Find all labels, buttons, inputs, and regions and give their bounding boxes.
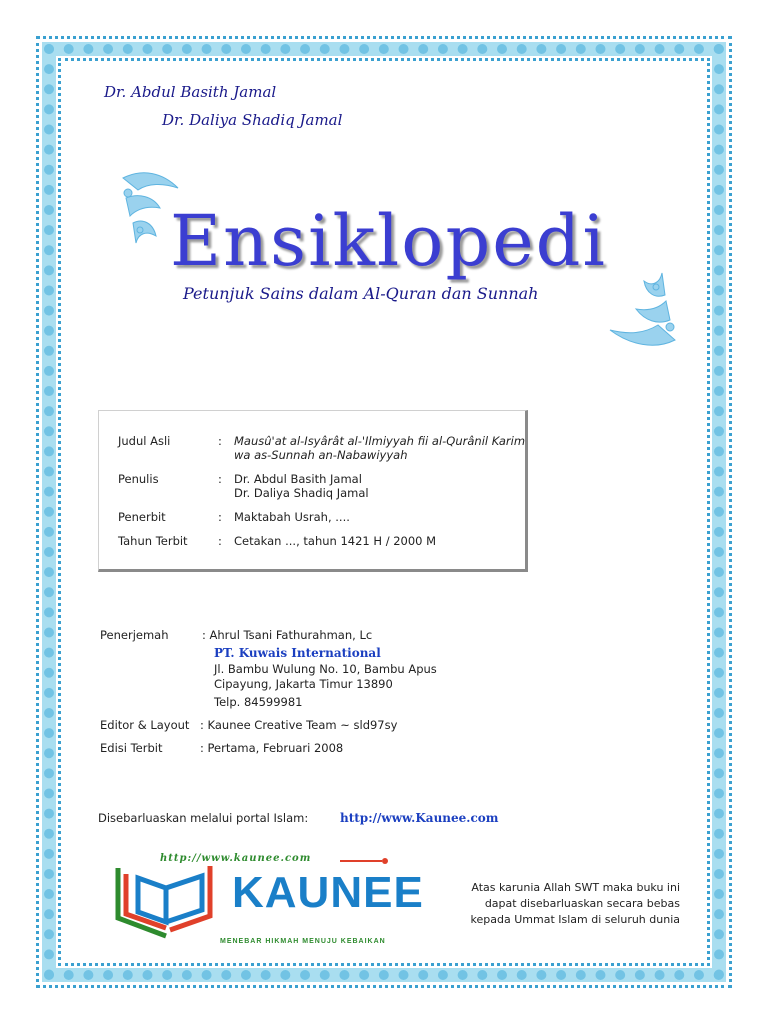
info-tahun-value: Cetakan ..., tahun 1421 H / 2000 M bbox=[234, 534, 437, 548]
info-label: Penerbit bbox=[118, 510, 166, 524]
grace-line-2: dapat disebarluaskan secara bebas bbox=[484, 897, 680, 910]
grace-statement bbox=[471, 880, 680, 928]
info-colon: : bbox=[218, 472, 222, 486]
kaunee-book-logo-icon bbox=[108, 858, 226, 940]
info-colon: : bbox=[218, 510, 222, 524]
credit-company: PT. Kuwais International bbox=[214, 646, 381, 660]
credit-editor-label: Editor & Layout bbox=[100, 718, 190, 732]
info-label: Tahun Terbit bbox=[118, 534, 188, 548]
info-judul-line2: wa as-Sunnah an-Nabawiyyah bbox=[234, 448, 408, 462]
info-label: Penulis bbox=[118, 472, 159, 486]
info-penulis-line1: Dr. Abdul Basith Jamal bbox=[234, 472, 362, 486]
floral-ornament-bottom-right-icon bbox=[600, 265, 680, 350]
credit-edisi-label: Edisi Terbit bbox=[100, 741, 163, 755]
credit-phone: Telp. 84599981 bbox=[214, 695, 303, 709]
credit-address-1: Jl. Bambu Wulung No. 10, Bambu Apus bbox=[214, 662, 437, 676]
info-row-judul bbox=[118, 434, 525, 462]
grace-line-3: kepada Ummat Islam di seluruh dunia bbox=[470, 913, 680, 926]
logo-name: KAUNEE bbox=[232, 868, 424, 917]
author-2: Dr. Daliya Shadiq Jamal bbox=[162, 111, 343, 129]
logo-url: http://www.kaunee.com bbox=[160, 853, 312, 864]
info-row-penulis bbox=[118, 472, 369, 500]
credit-editor-value: : Kaunee Creative Team ~ sld97sy bbox=[200, 718, 398, 732]
credit-edisi-value: : Pertama, Februari 2008 bbox=[200, 741, 344, 755]
info-label: Judul Asli bbox=[118, 434, 171, 448]
book-title: Ensiklopedi bbox=[170, 200, 607, 282]
logo-line-accent-icon bbox=[340, 856, 390, 866]
info-colon: : bbox=[218, 434, 222, 448]
credit-penerjemah-label: Penerjemah bbox=[100, 628, 169, 642]
credit-penerjemah-value: : Ahrul Tsani Fathurahman, Lc bbox=[202, 628, 373, 642]
distribution-text: Disebarluaskan melalui portal Islam: bbox=[98, 811, 309, 825]
info-penulis-line2: Dr. Daliya Shadiq Jamal bbox=[234, 486, 369, 500]
info-penerbit-value: Maktabah Usrah, .... bbox=[234, 510, 350, 524]
book-subtitle: Petunjuk Sains dalam Al-Quran dan Sunnah bbox=[183, 284, 539, 303]
info-row-tahun bbox=[118, 534, 436, 548]
distribution-link[interactable]: http://www.Kaunee.com bbox=[340, 811, 499, 825]
info-row-penerbit bbox=[118, 510, 350, 524]
logo-tagline: MENEBAR HIKMAH MENUJU KEBAIKAN bbox=[220, 938, 386, 945]
credit-address-2: Cipayung, Jakarta Timur 13890 bbox=[214, 677, 393, 691]
info-colon: : bbox=[218, 534, 222, 548]
info-judul-line1: Mausû'at al-Isyârât al-'Ilmiyyah fii al-Qurânil Karim bbox=[234, 434, 526, 448]
grace-line-1: Atas karunia Allah SWT maka buku ini bbox=[471, 881, 680, 894]
author-1: Dr. Abdul Basith Jamal bbox=[104, 83, 277, 101]
